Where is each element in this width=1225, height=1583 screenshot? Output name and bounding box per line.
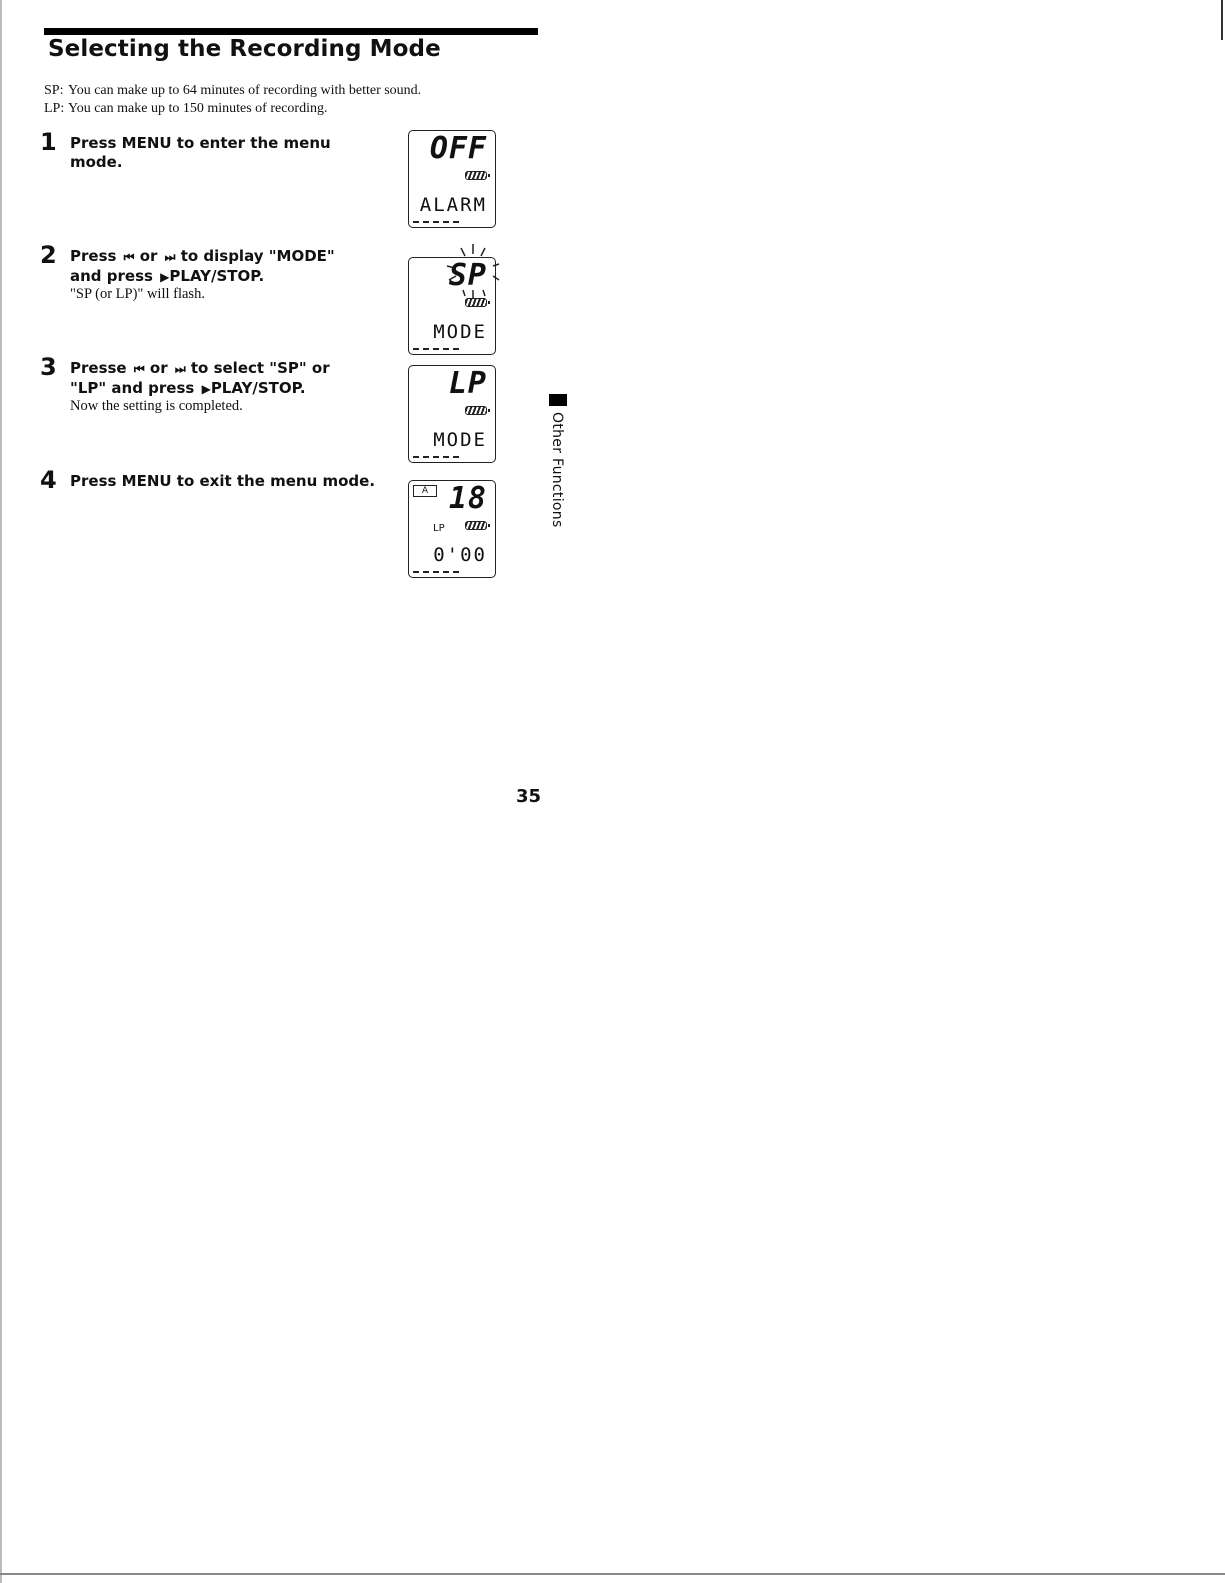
lcd-display-4 [408, 480, 496, 578]
intro-text: You can make up to 150 minutes of recording. [68, 101, 328, 116]
step-instruction: Press MENU to enter the menu mode. [70, 134, 331, 171]
lcd-display-2 [408, 257, 496, 355]
next-track-icon: ⏭ [174, 362, 184, 376]
step-instruction [70, 359, 380, 399]
previous-track-icon: ⏮ [123, 250, 133, 264]
step-number: 1 [40, 128, 57, 156]
lcd-bottom-text: MODE [433, 321, 487, 343]
lcd-dashes [413, 221, 459, 223]
page-number: 35 [516, 786, 542, 807]
battery-icon [465, 171, 487, 180]
instr-text: or [139, 247, 158, 265]
instr-text: to select "SP" or [190, 359, 330, 377]
intro-label: LP: [44, 101, 65, 116]
lcd-bottom-text: 0'00 [433, 544, 487, 566]
step-instruction: Press MENU to exit the menu mode. [70, 472, 376, 490]
step-instruction [70, 247, 380, 287]
instr-text: and press [70, 267, 153, 285]
lcd-bottom-text: MODE [433, 429, 487, 451]
lcd-mode-text: LP [433, 523, 445, 534]
side-tab-label: Other Functions [549, 412, 565, 528]
intro [44, 82, 421, 118]
instr-text: "LP" and press [70, 379, 195, 397]
instr-text: PLAY/STOP. [169, 267, 265, 285]
next-track-icon: ⏭ [164, 250, 174, 264]
instr-text: or [149, 359, 168, 377]
step-note: "SP (or LP)" will flash. [70, 286, 205, 302]
side-tab-marker [549, 394, 567, 406]
lcd-dashes [413, 456, 459, 458]
battery-icon [465, 406, 487, 415]
lcd-top-text: OFF [429, 131, 487, 166]
instr-text: Press [70, 247, 117, 265]
intro-text: You can make up to 64 minutes of recording with better sound. [68, 83, 422, 98]
step-note: Now the setting is completed. [70, 398, 243, 414]
page-edge-left [0, 0, 2, 1583]
step-number: 2 [40, 241, 57, 269]
page-title: Selecting the Recording Mode [48, 36, 441, 62]
intro-lp [44, 100, 421, 118]
intro-sp [44, 82, 421, 100]
page-edge-bottom [0, 1573, 1225, 1575]
title-rule [44, 28, 538, 35]
lcd-dashes [413, 571, 459, 573]
previous-track-icon: ⏮ [133, 362, 143, 376]
intro-label: SP: [44, 83, 64, 98]
lcd-display-3 [408, 365, 496, 463]
lcd-top-text: 18 [448, 481, 487, 516]
instr-text: Presse [70, 359, 127, 377]
instr-text: PLAY/STOP. [210, 379, 306, 397]
lcd-display-1 [408, 130, 496, 228]
page-edge-right [1221, 0, 1223, 40]
lcd-bottom-text: ALARM [419, 194, 487, 216]
lcd-tag: A [413, 485, 437, 497]
step-number: 3 [40, 353, 57, 381]
lcd-dashes [413, 348, 459, 350]
instr-text: to display "MODE" [180, 247, 335, 265]
lcd-top-text: SP [448, 258, 487, 293]
play-icon: ▶ [160, 270, 168, 284]
battery-icon [465, 521, 487, 530]
battery-icon [465, 298, 487, 307]
lcd-top-text: LP [448, 366, 487, 401]
step-number: 4 [40, 466, 57, 494]
play-icon: ▶ [201, 382, 209, 396]
